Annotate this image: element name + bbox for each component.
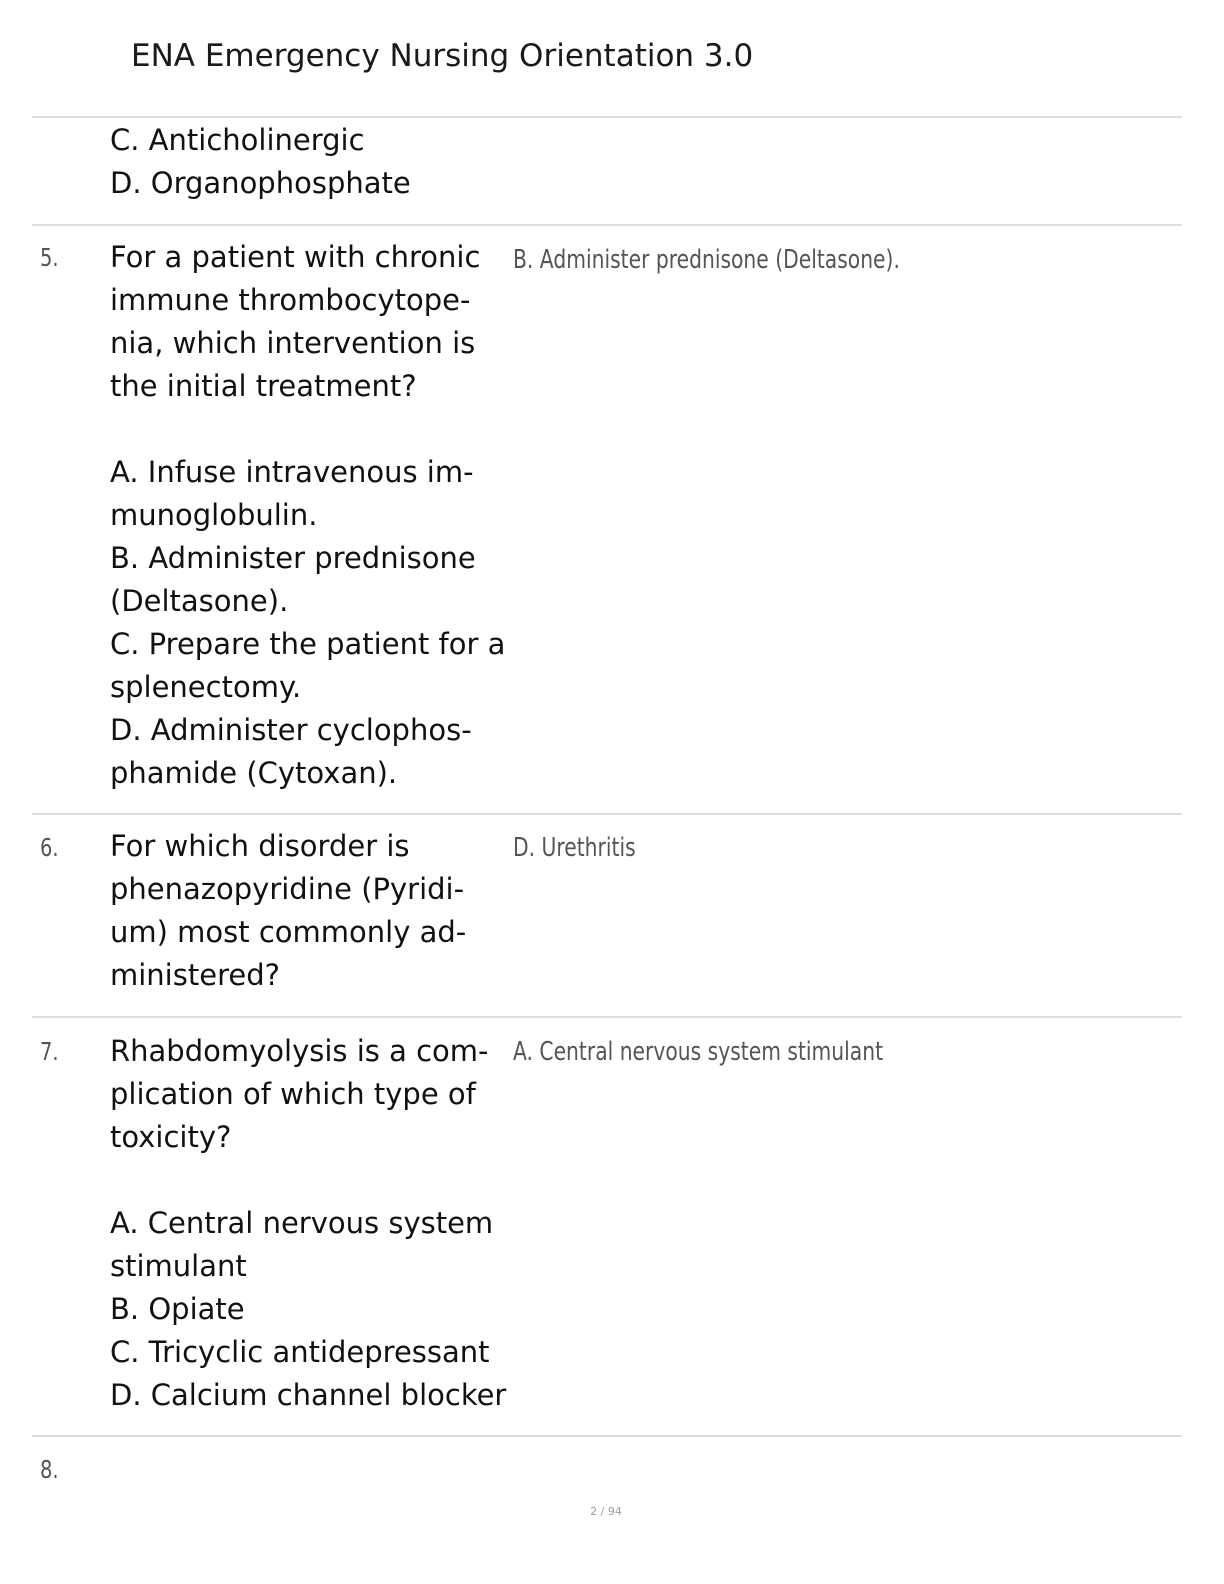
question-line: phenazopyridine (Pyridi- <box>110 872 465 906</box>
divider <box>32 224 1182 226</box>
question-line: immune thrombocytope- <box>110 283 471 317</box>
question-line: C. Tricyclic antidepressant <box>110 1335 490 1369</box>
question-line: ministered? <box>110 958 280 992</box>
question-text <box>110 1030 510 1417</box>
document-title: ENA Emergency Nursing Orientation 3.0 <box>131 38 754 74</box>
question-line: C. Prepare the patient for a <box>110 627 506 661</box>
question-line: stimulant <box>110 1249 247 1283</box>
question-line: the initial treatment? <box>110 369 417 403</box>
question-number: 8. <box>40 1455 59 1484</box>
question-line: D. Organophosphate <box>110 166 411 200</box>
question-text <box>110 825 510 997</box>
answer-text: B. Administer prednisone (Deltasone). <box>513 245 900 275</box>
question-line: nia, which intervention is <box>110 326 476 360</box>
question-line: munoglobulin. <box>110 498 318 532</box>
question-number: 7. <box>40 1037 59 1066</box>
question-line: D. Administer cyclophos- <box>110 713 472 747</box>
question-line: splenectomy. <box>110 670 302 704</box>
divider <box>32 1435 1182 1437</box>
question-text <box>110 119 510 205</box>
page-indicator: 2 / 94 <box>590 1505 622 1518</box>
answer-text: D. Urethritis <box>513 833 636 863</box>
question-line: phamide (Cytoxan). <box>110 756 398 790</box>
question-line: (Deltasone). <box>110 584 289 618</box>
question-line: C. Anticholinergic <box>110 123 365 157</box>
question-line: D. Calcium channel blocker <box>110 1378 507 1412</box>
question-line: um) most commonly ad- <box>110 915 467 949</box>
divider <box>32 116 1182 118</box>
answer-text: A. Central nervous system stimulant <box>513 1037 884 1067</box>
question-line: A. Infuse intravenous im- <box>110 455 474 489</box>
question-line: B. Opiate <box>110 1292 245 1326</box>
question-line-gap <box>110 408 510 451</box>
question-line: A. Central nervous system <box>110 1206 494 1240</box>
question-line: Rhabdomyolysis is a com- <box>110 1034 489 1068</box>
question-line: For a patient with chronic <box>110 240 481 274</box>
question-line: For which disorder is <box>110 829 410 863</box>
question-line-gap <box>110 1159 510 1202</box>
question-number: 5. <box>40 243 59 272</box>
question-line: B. Administer prednisone <box>110 541 476 575</box>
question-line: plication of which type of <box>110 1077 476 1111</box>
divider <box>32 1016 1182 1018</box>
question-number: 6. <box>40 833 59 862</box>
question-text <box>110 236 510 795</box>
divider <box>32 813 1182 815</box>
question-line: toxicity? <box>110 1120 232 1154</box>
